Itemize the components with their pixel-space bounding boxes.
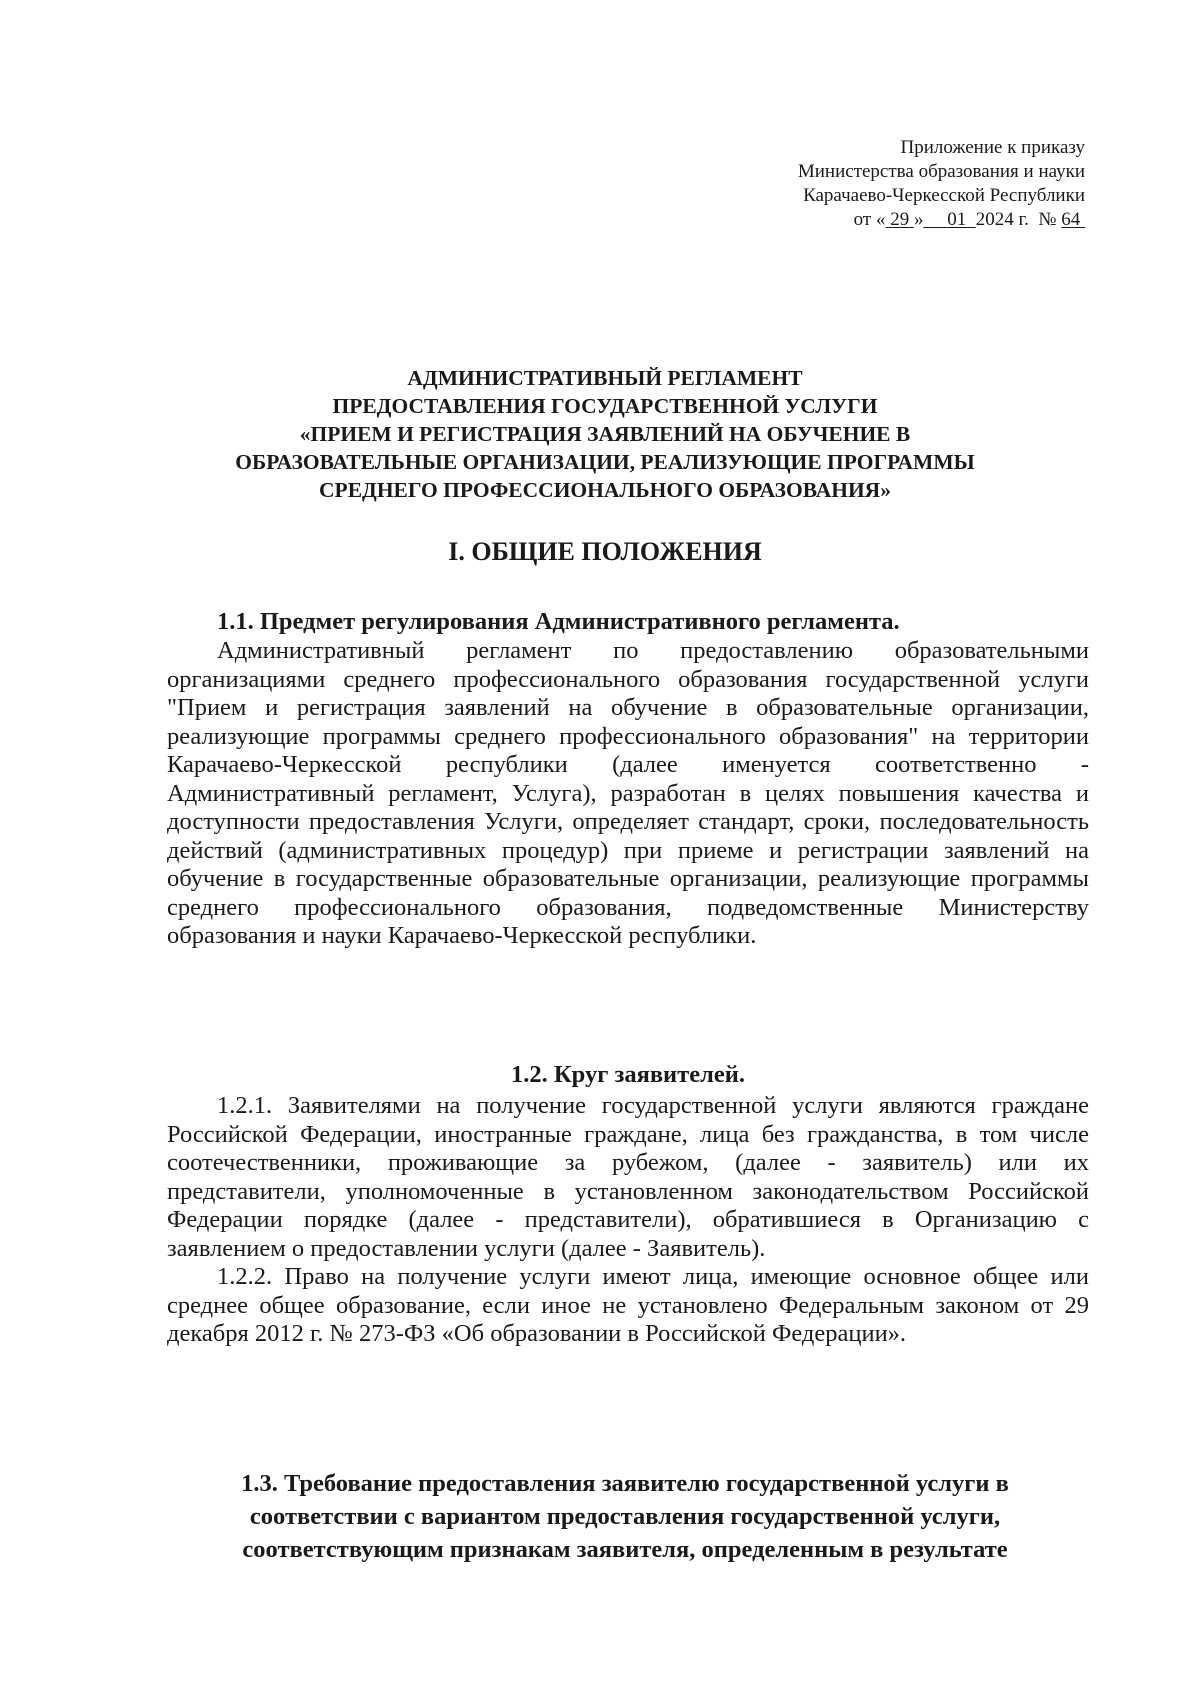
appendix-date-line [798,208,1085,232]
section-1-1-heading: 1.1. Предмет регулирования Административного регламента. [217,608,900,635]
section-1-3-line-3: соответствующим признакам заявителя, определенным в результате [242,1536,1008,1563]
title-line-4: ОБРАЗОВАТЕЛЬНЫЕ ОРГАНИЗАЦИИ, РЕАЛИЗУЮЩИЕ ПРОГРАММЫ [235,450,975,474]
section-heading: I. ОБЩИЕ ПОЛОЖЕНИЯ [448,537,762,566]
section-1-2 [167,1060,1089,1349]
appendix-line-3: Карачаево-Черкесской Республики [803,185,1085,206]
title-line-1: АДМИНИСТРАТИВНЫЙ РЕГЛАМЕНТ [407,366,803,390]
date-mid: » [913,209,924,230]
document-title [160,364,1050,504]
order-number: 64 [1061,209,1081,230]
appendix-header [798,136,1085,232]
section-1-2-1-paragraph: 1.2.1. Заявителями на получение государственной услуги являются граждане Российской Федерации, иностранные граждане, лица без гражданства, в том числе соотечественники, проживающие за рубежом, (далее - заявитель) или их представители, уполномоченные в установленном законодательством Российской Федерации порядке (далее - представители), обратившиеся в Организацию с заявлением о предоставлении услуги (далее - Заявитель). [167,1092,1089,1262]
section-1-2-heading: 1.2. Круг заявителей. [511,1061,745,1088]
title-line-3: «ПРИЕМ И РЕГИСТРАЦИЯ ЗАЯВЛЕНИЙ НА ОБУЧЕНИЕ В [299,422,911,446]
date-prefix: от « [853,209,886,230]
appendix-line-2: Министерства образования и науки [797,161,1085,182]
section-1-1-paragraph: Административный регламент по предоставлению образовательными организациями среднего профессионального образования государственной услуги "Прием и регистрация заявлений на обучение в образовательные организации, реализующие программы среднего профессионального образования" на территории Карачаево-Черкесской республики (далее именуется соответственно - Административный регламент, Услуга), разработан в целях повышения качества и доступности предоставления Услуги, определяет стандарт, сроки, последовательность действий (административных процедур) при приеме и регистрации заявлений на обучение в государственные образовательные организации, реализующие программы среднего профессионального образования, подведомственные Министерству образования и науки Карачаево-Черкесской республики. [167,637,1089,949]
number-prefix: № [1038,209,1057,230]
section-1-1 [167,607,1089,951]
appendix-line-1: Приложение к приказу [900,137,1085,158]
title-line-5: СРЕДНЕГО ПРОФЕССИОНАЛЬНОГО ОБРАЗОВАНИЯ» [319,478,891,502]
date-year: 2024 г. [975,209,1029,230]
section-1-2-2-paragraph: 1.2.2. Право на получение услуги имеют лица, имеющие основное общее или среднее общее образование, если иное не установлено Федеральным законом от 29 декабря 2012 г. № 273-ФЗ «Об образовании в Российской Федерации». [167,1263,1089,1347]
title-line-2: ПРЕДОСТАВЛЕНИЯ ГОСУДАРСТВЕННОЙ УСЛУГИ [332,394,878,418]
date-month: 01 [947,209,967,230]
section-1-3-line-2: соответствии с вариантом предоставления государственной услуги, [249,1503,1001,1530]
section-1-3-line-1: 1.3. Требование предоставления заявителю государственной услуги в [241,1470,1009,1497]
section-1-3-heading [160,1467,1090,1566]
date-day: 29 [890,209,910,230]
